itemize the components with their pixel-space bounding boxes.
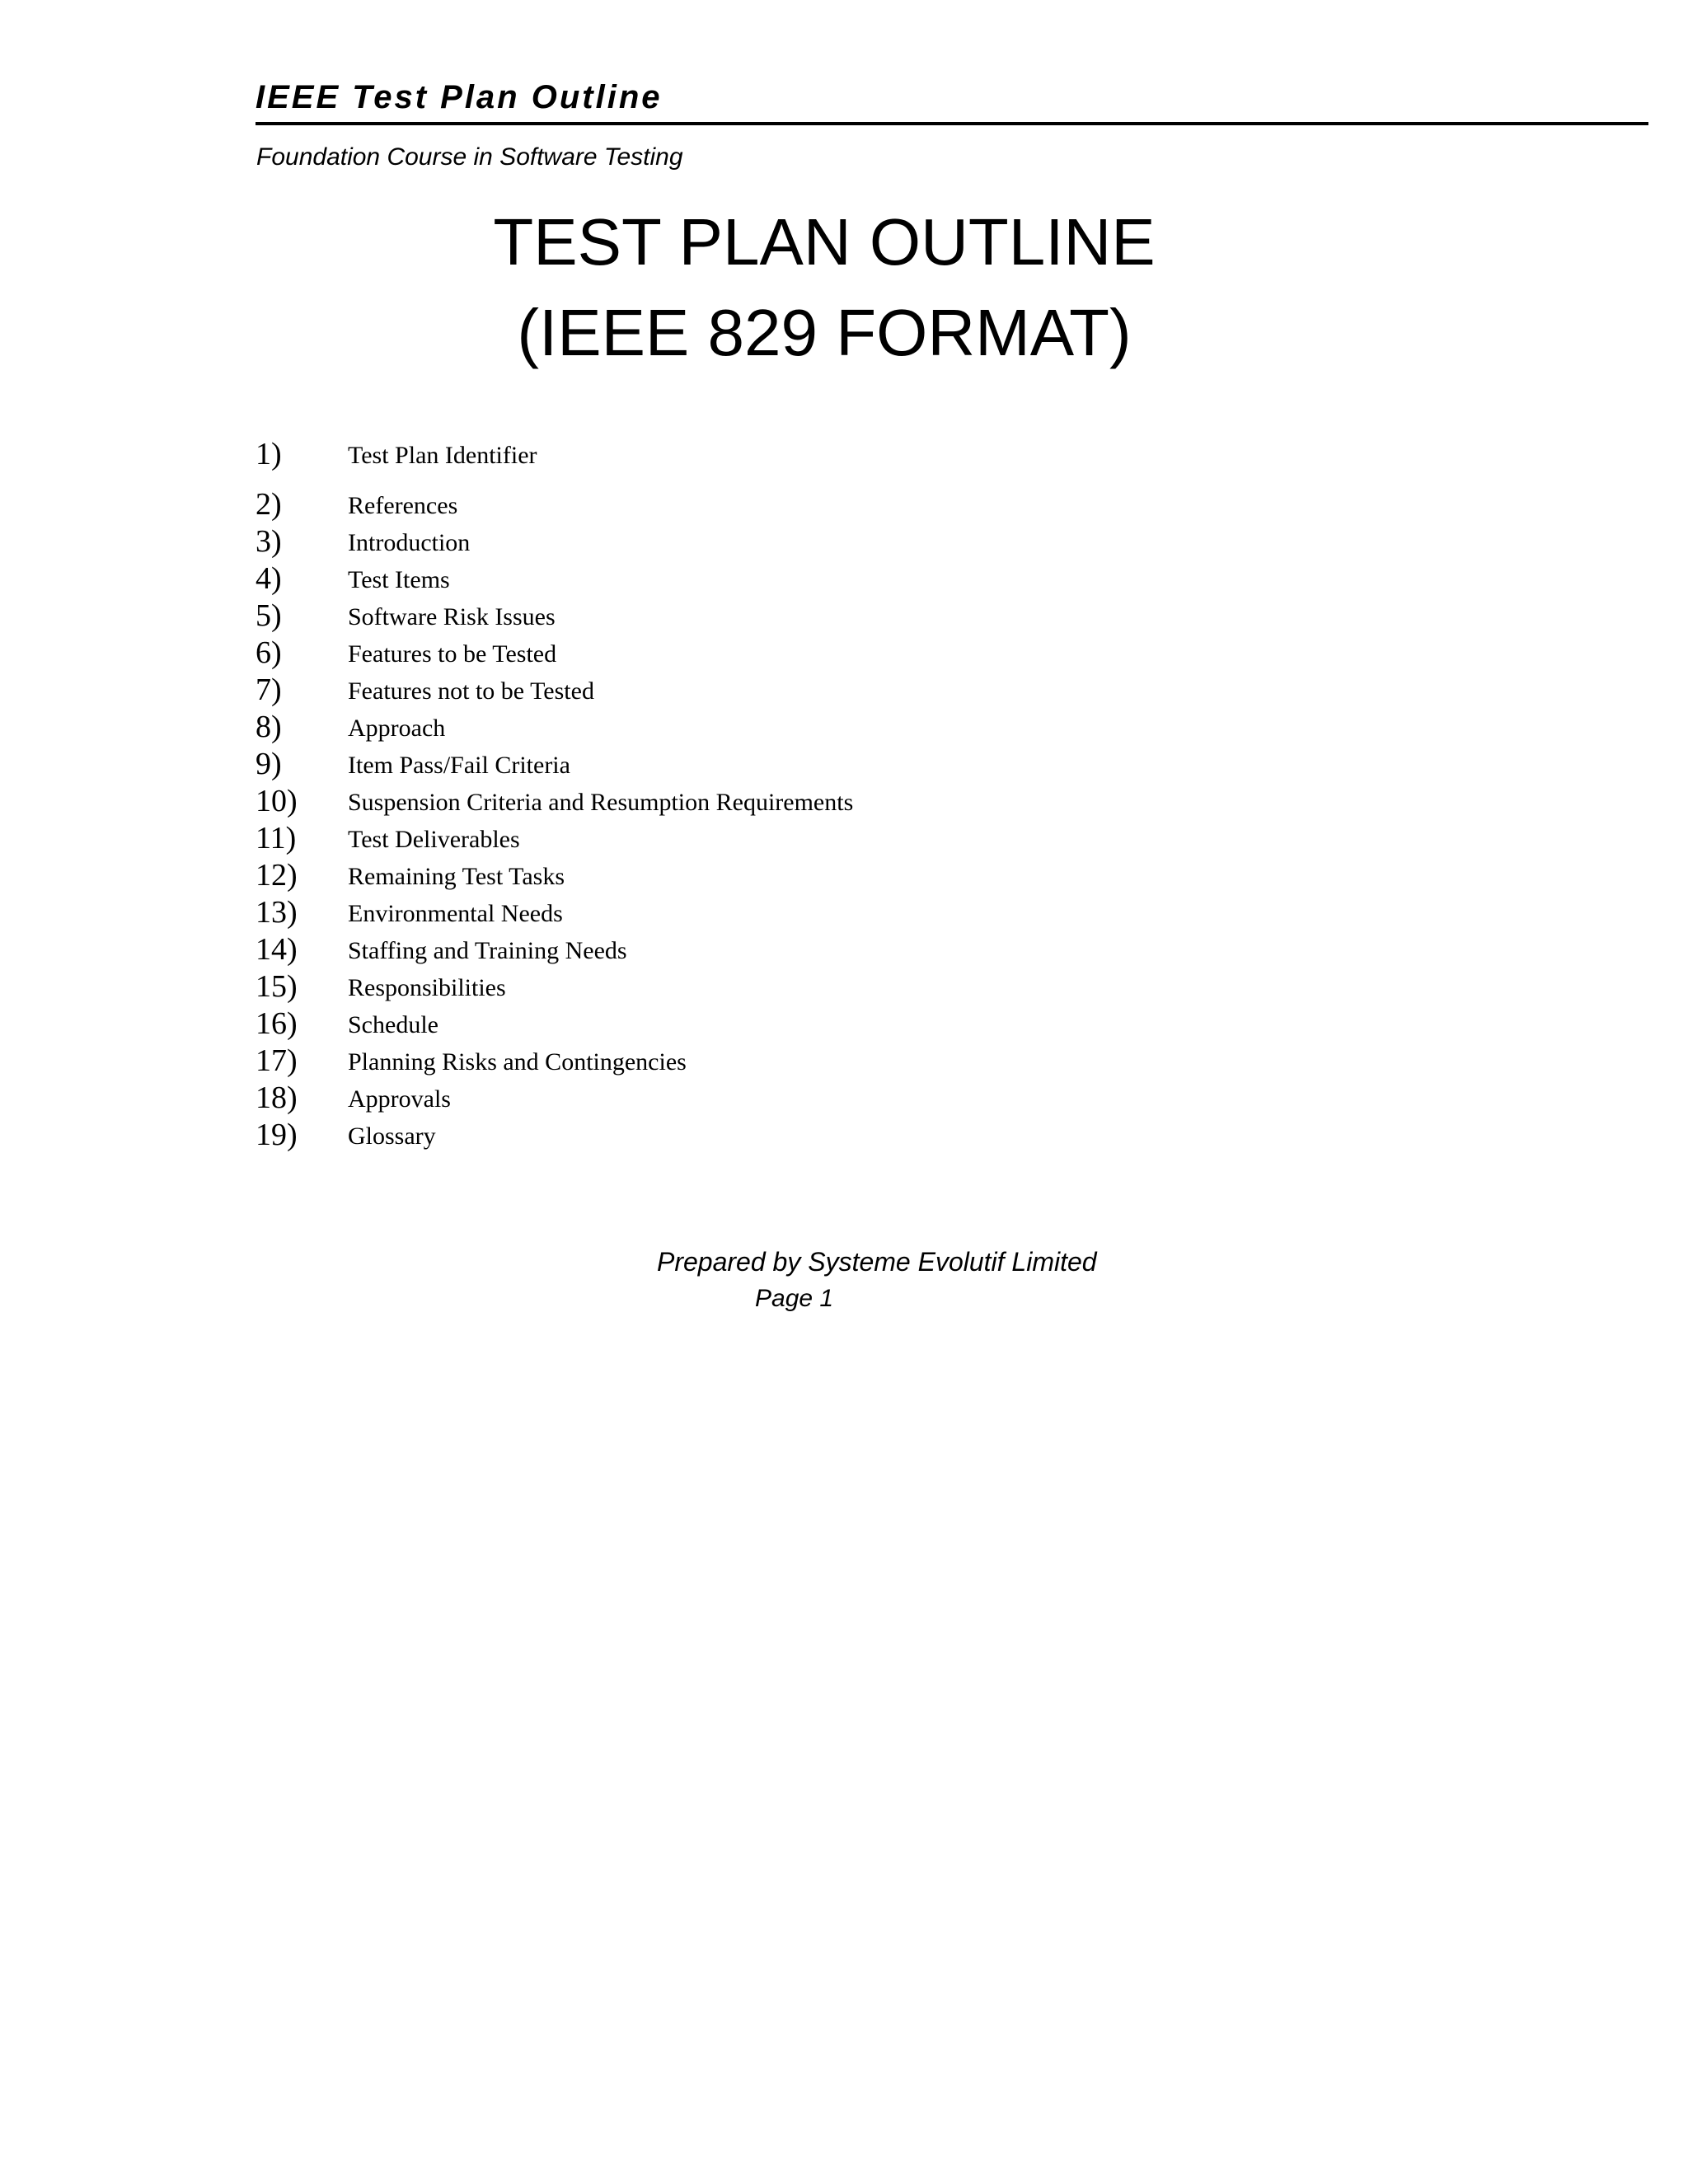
outline-item-number: 18) [256, 1080, 298, 1115]
outline-item-label: Features not to be Tested [348, 677, 594, 705]
outline-item-number: 2) [256, 487, 282, 522]
outline-item-number: 9) [256, 747, 282, 781]
outline-item [256, 1114, 1409, 1151]
outline-item-number: 12) [256, 858, 298, 893]
outline-item [256, 780, 1409, 817]
outline-item-number: 3) [256, 524, 282, 559]
outline-item [256, 1040, 1409, 1076]
outline-item-label: Features to be Tested [348, 640, 557, 668]
outline-item [256, 558, 1409, 594]
outline-item [256, 929, 1409, 965]
outline-item-number: 11) [256, 821, 297, 855]
outline-item-label: Software Risk Issues [348, 603, 556, 630]
outline-item [256, 521, 1409, 557]
outline-item-number: 17) [256, 1043, 298, 1078]
outline-item-label: Schedule [348, 1011, 438, 1038]
outline-item-number: 14) [256, 932, 298, 967]
outline-item-number: 4) [256, 561, 282, 596]
outline-item [256, 743, 1409, 780]
outline-item-label: Approach [348, 715, 446, 742]
outline-item-number: 10) [256, 784, 298, 818]
outline-item-number: 1) [256, 437, 282, 471]
outline-item [256, 1003, 1409, 1039]
outline-item-label: Test Deliverables [348, 826, 520, 853]
header-divider [256, 122, 1648, 125]
document-title-line-1: TEST PLAN OUTLINE [493, 205, 1156, 279]
outline-item-label: Test Plan Identifier [348, 442, 537, 469]
outline-item-label: Test Items [348, 566, 450, 593]
outline-item-label: Staffing and Training Needs [348, 937, 627, 964]
outline-item [256, 818, 1409, 854]
outline-item-label: Remaining Test Tasks [348, 863, 565, 890]
outline-item [256, 966, 1409, 1002]
outline-item-label: Glossary [348, 1122, 436, 1150]
outline-item-number: 15) [256, 969, 298, 1004]
outline-item-number: 8) [256, 710, 282, 744]
outline-item-label: Planning Risks and Contingencies [348, 1048, 687, 1076]
outline-item-number: 7) [256, 673, 282, 707]
outline-item [256, 484, 1409, 520]
outline-item [256, 434, 1409, 470]
outline-item [256, 706, 1409, 743]
outline-item-number: 16) [256, 1006, 298, 1041]
outline-item [256, 595, 1409, 631]
footer-page-number: Page 1 [755, 1285, 834, 1312]
outline-item-number: 6) [256, 635, 282, 670]
outline-item [256, 632, 1409, 668]
outline-item-label: Environmental Needs [348, 900, 563, 927]
outline-item [256, 669, 1409, 705]
outline-item-label: Responsibilities [348, 974, 506, 1001]
outline-item-number: 5) [256, 598, 282, 633]
document-title-line-2: (IEEE 829 FORMAT) [517, 296, 1132, 369]
outline-item-label: Introduction [348, 529, 471, 556]
outline-item-number: 19) [256, 1118, 298, 1152]
outline-item-label: Suspension Criteria and Resumption Requirements [348, 789, 854, 816]
footer-prepared-by: Prepared by Systeme Evolutif Limited [657, 1247, 1097, 1277]
outline-item-label: Approvals [348, 1085, 451, 1113]
outline-item-number: 13) [256, 895, 298, 930]
outline-item [256, 892, 1409, 928]
outline-item [256, 855, 1409, 891]
header-title: IEEE Test Plan Outline [256, 79, 663, 115]
outline-item-label: Item Pass/Fail Criteria [348, 752, 570, 779]
outline-item-label: References [348, 492, 458, 519]
header-subtitle: Foundation Course in Software Testing [256, 143, 683, 171]
outline-item [256, 1077, 1409, 1113]
